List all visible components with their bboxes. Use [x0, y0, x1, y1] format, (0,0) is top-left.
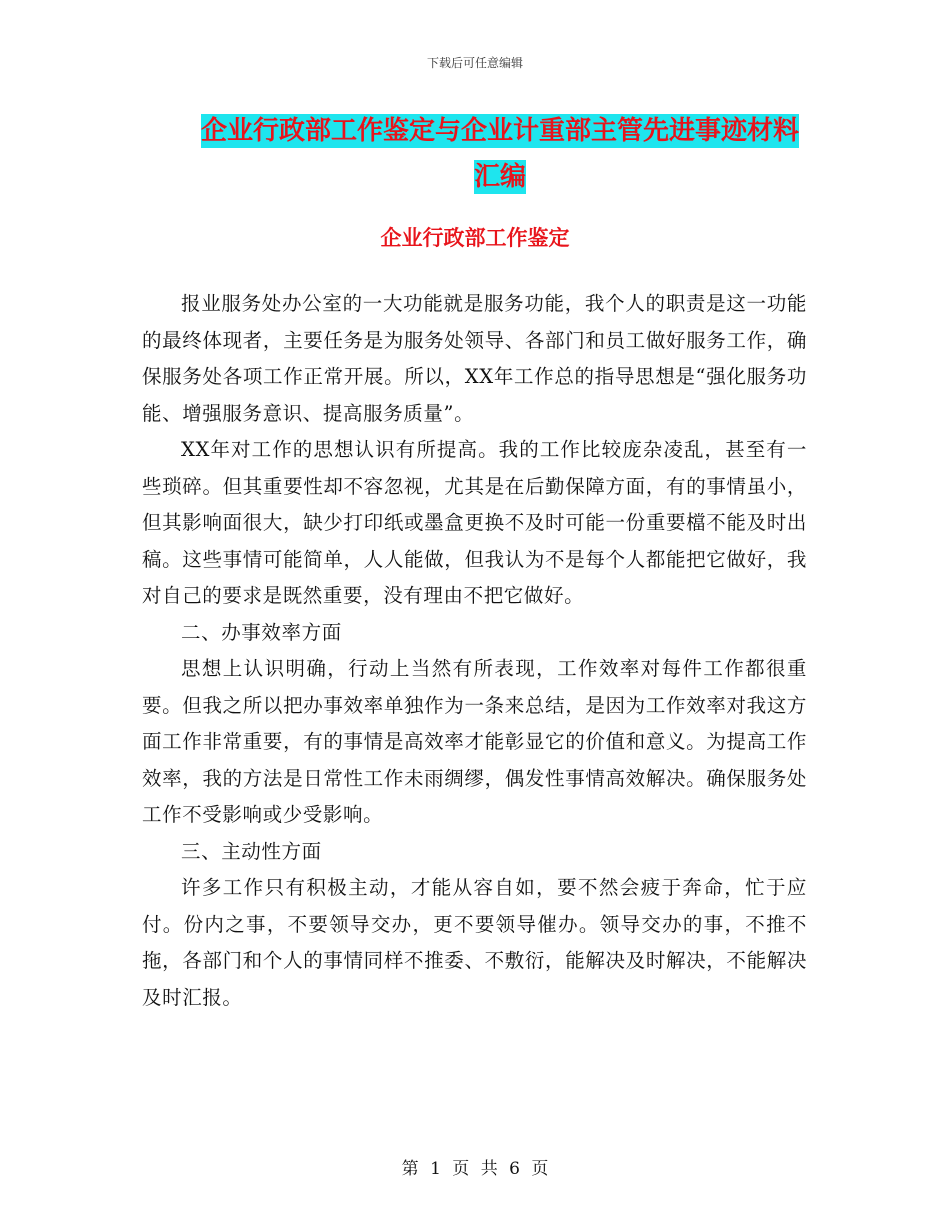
page-header-note: 下载后可任意编辑	[426, 56, 523, 70]
section-title: 企业行政部工作鉴定	[380, 226, 570, 250]
heading-initiative: 三、主动性方面	[181, 839, 322, 863]
paragraph-initiative: 许多工作只有积极主动，才能从容自如，要不然会疲于奔命，忙于应付。份内之事，不要领导交办，更不要领导催办。领导交办的事，不推不拖，各部门和个人的事情同样不推委、不敷衍，能解决及时解决，不能解决及时汇报。	[142, 876, 807, 1009]
document-title-text: 企业行政部工作鉴定与企业计重部主管先进事迹材料汇编	[200, 116, 799, 192]
paragraph-thinking: XX年对工作的思想认识有所提高。我的工作比较庞杂凌乱，甚至有一些琐碎。但其重要性却不容忽视，尤其是在后勤保障方面，有的事情虽小，但其影响面很大，缺少打印纸或墨盒更换不及时可能一份重要檔不能及时出稿。这些事情可能简单，人人能做，但我认为不是每个人都能把它做好，我对自己的要求是既然重要，没有理由不把它做好。	[142, 438, 807, 607]
paragraph-intro: 报业服务处办公室的一大功能就是服务功能，我个人的职责是这一功能的最终体现者，主要任务是为服务处领导、各部门和员工做好服务工作，确保服务处各项工作正常开展。所以，XX年工作总的指导思想是“强化服务功能、增强服务意识、提高服务质量”。	[142, 292, 807, 425]
paragraph-efficiency: 思想上认识明确，行动上当然有所表现，工作效率对每件工作都很重要。但我之所以把办事效率单独作为一条来总结，是因为工作效率对我这方面工作非常重要，有的事情是高效率才能彰显它的价值和意义。为提高工作效率，我的方法是日常性工作未雨绸缪，偶发性事情高效解决。确保服务处工作不受影响或少受影响。	[142, 657, 807, 826]
page-number-footer: 第 1 页 共 6 页	[401, 1159, 549, 1179]
document-body	[142, 286, 807, 1016]
document-title	[190, 108, 810, 200]
heading-efficiency: 二、办事效率方面	[181, 620, 342, 644]
